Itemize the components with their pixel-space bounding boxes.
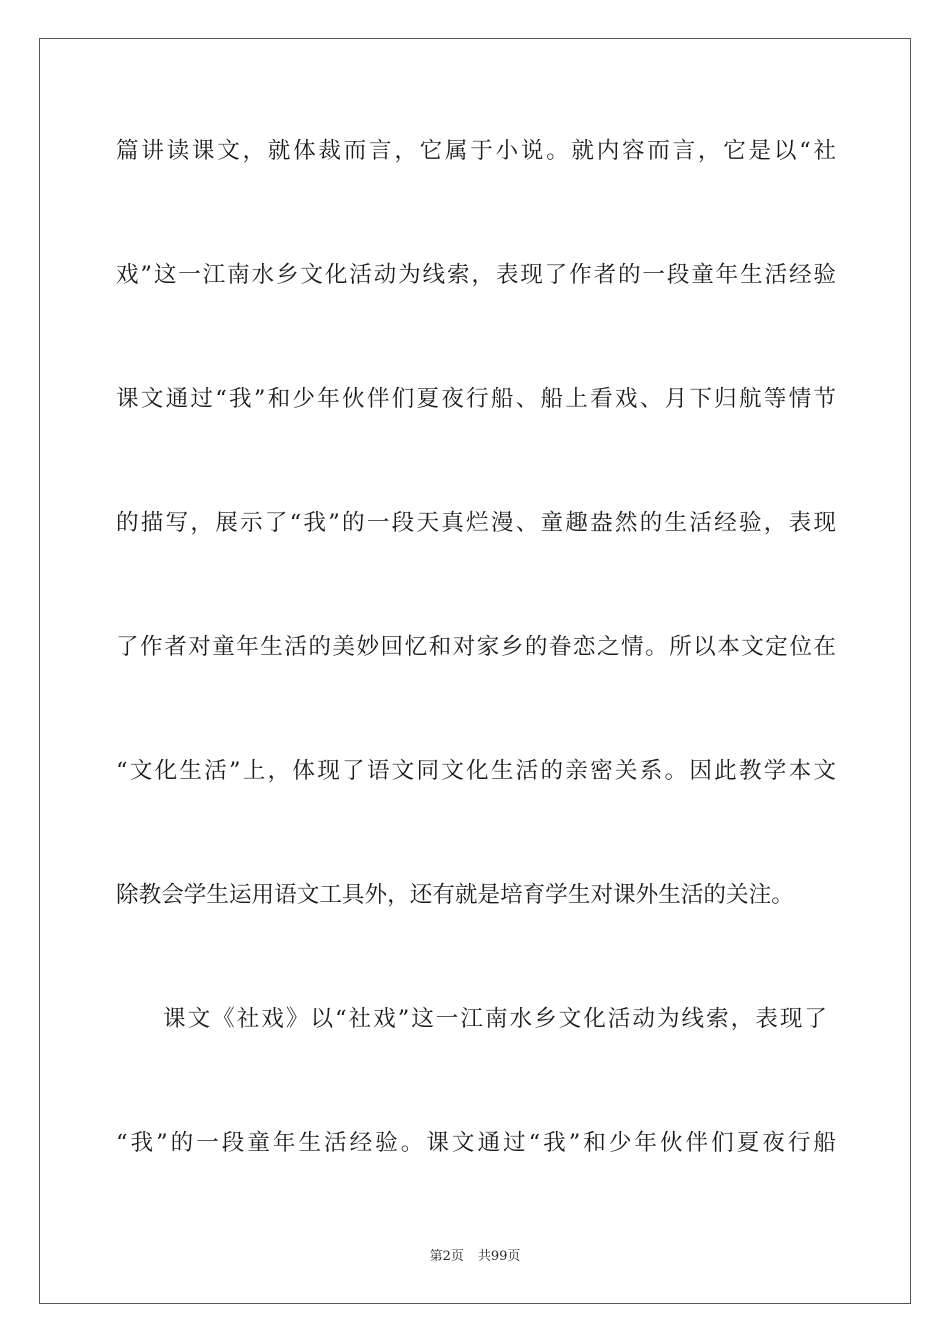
body-text-line-6: “文化生活”上，体现了语文同文化生活的亲密关系。因此教学本文 [116,758,836,784]
body-text-line-7: 除教会学生运用语文工具外，还有就是培育学生对课外生活的关注。 [116,882,794,908]
body-text-line-2: 戏”这一江南水乡文化活动为线索，表现了作者的一段童年生活经验 [116,262,836,288]
page-footer [0,1248,950,1266]
body-text-line-8: 课文《社戏》以“社戏”这一江南水乡文化活动为线索，表现了 [163,1006,827,1032]
body-text-line-3: 课文通过“我”和少年伙伴们夏夜行船、船上看戏、月下归航等情节 [116,386,836,412]
body-text-line-1: 篇讲读课文，就体裁而言，它属于小说。就内容而言，它是以“社 [116,138,836,164]
total-pages: 共99页 [477,1249,521,1264]
page-number: 第2页 [429,1249,464,1264]
page-border [39,38,911,1304]
body-text-line-5: 了作者对童年生活的美妙回忆和对家乡的眷恋之情。所以本文定位在 [116,634,836,660]
body-text-line-4: 的描写，展示了“我”的一段天真烂漫、童趣盎然的生活经验，表现 [116,510,836,536]
body-text-line-9: “我”的一段童年生活经验。课文通过“我”和少年伙伴们夏夜行船 [116,1130,836,1156]
